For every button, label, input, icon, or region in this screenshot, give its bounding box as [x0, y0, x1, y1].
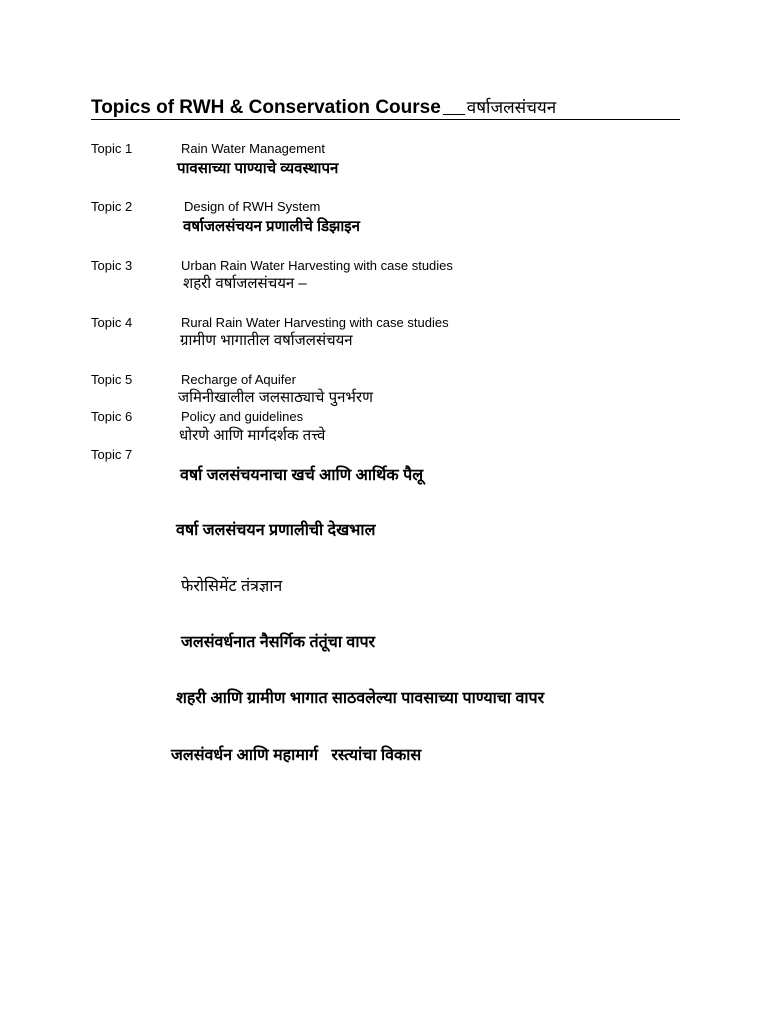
extra-topic-1: वर्षा जलसंचयनाचा खर्च आणि आर्थिक पैलू: [180, 467, 424, 484]
extra-topic-5: शहरी आणि ग्रामीण भागात साठवलेल्या पावसाच्या पाण्याचा वापर: [176, 690, 545, 707]
title-underline-gap: [443, 114, 465, 115]
topic-3-english: Urban Rain Water Harvesting with case studies: [181, 258, 453, 273]
topic-5-number: Topic 5: [91, 372, 133, 387]
document-title: [91, 95, 556, 119]
topic-4-number: Topic 4: [91, 315, 133, 330]
topic-1-english: Rain Water Management: [181, 141, 326, 156]
topic-5-english: Recharge of Aquifer: [181, 372, 296, 387]
topic-6-number: Topic 6: [91, 409, 133, 424]
extra-topic-6: जलसंवर्धन आणि महामार्ग रस्त्यांचा विकास: [171, 747, 422, 764]
topic-1-marathi: पावसाच्या पाण्याचे व्यवस्थापन: [177, 160, 339, 177]
topic-4-english: Rural Rain Water Harvesting with case studies: [181, 315, 449, 330]
topic-4-marathi: ग्रामीण भागातील वर्षाजलसंचयन: [180, 332, 353, 349]
topic-5-marathi: जमिनीखालील जलसाठ्याचे पुनर्भरण: [178, 389, 373, 406]
title-english: Topics of RWH & Conservation Course: [91, 97, 441, 118]
extra-topic-4: जलसंवर्धनात नैसर्गिक तंतूंचा वापर: [181, 634, 376, 651]
topic-2-english: Design of RWH System: [184, 199, 321, 214]
extra-topic-2: वर्षा जलसंचयन प्रणालीची देखभाल: [176, 522, 376, 539]
topic-3-marathi: शहरी वर्षाजलसंचयन –: [183, 275, 307, 292]
topic-1-number: Topic 1: [91, 141, 133, 156]
topic-6-marathi: धोरणे आणि मार्गदर्शक तत्त्वे: [179, 427, 326, 444]
topic-2-number: Topic 2: [91, 199, 133, 214]
title-rule: [91, 119, 680, 120]
topic-2-marathi: वर्षाजलसंचयन प्रणालीचे डिझाइन: [183, 218, 360, 235]
title-marathi: वर्षाजलसंचयन: [466, 98, 557, 117]
topic-3-number: Topic 3: [91, 258, 133, 273]
extra-topic-3: फेरोसिमेंट तंत्रज्ञान: [181, 578, 283, 595]
topic-7-number: Topic 7: [91, 447, 133, 462]
topic-6-english: Policy and guidelines: [181, 409, 304, 424]
